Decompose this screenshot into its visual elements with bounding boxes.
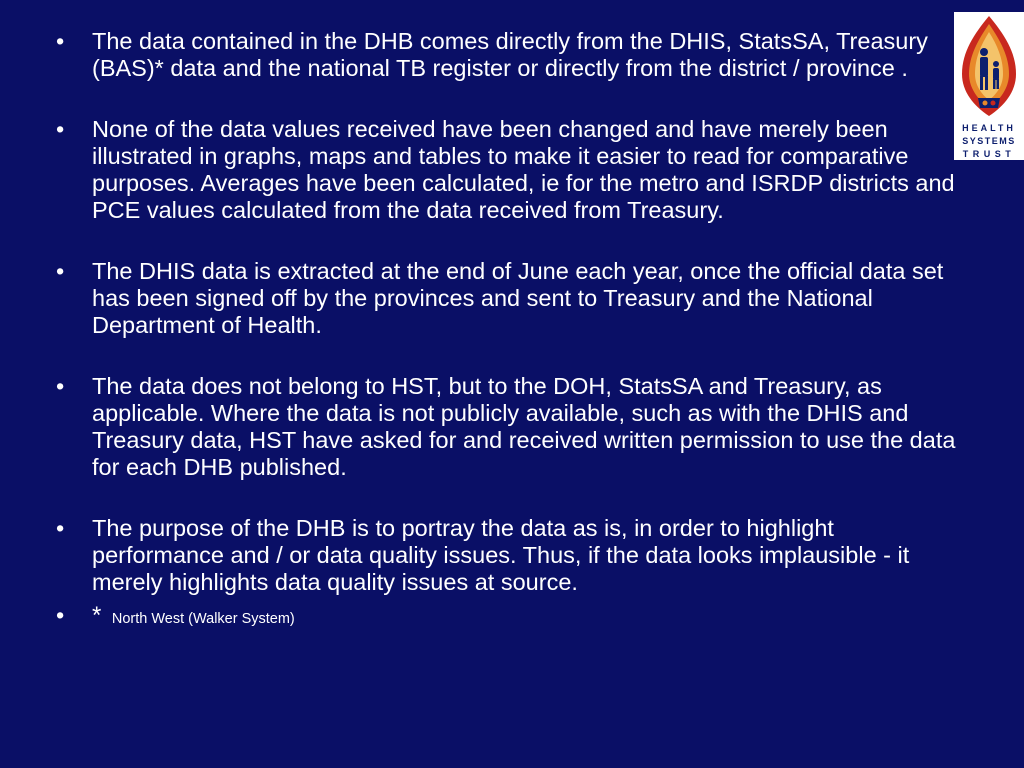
bullet-item [56, 515, 956, 596]
bullet-dot: • [56, 258, 65, 284]
bullet-item [56, 258, 956, 339]
health-systems-trust-logo [954, 12, 1024, 160]
bullet-text: The data does not belong to HST, but to the DOH, StatsSA and Treasury, as applicable. Where the data is not publicly available, such as with the DHIS and Treasury data, HST have asked for and received written permission to use the data for each DHB published. [92, 373, 956, 480]
bullet-text: The data contained in the DHB comes directly from the DHIS, StatsSA, Treasury (BAS)* data and the national TB register or directly from the district / province . [92, 28, 928, 81]
bullet-list [56, 28, 956, 633]
bullet-text: The purpose of the DHB is to portray the data as is, in order to highlight performance and / or data quality issues. Thus, if the data looks implausible - it merely highlights data quality issues at source. [92, 515, 910, 595]
bullet-text: None of the data values received have been changed and have merely been illustrated in graphs, maps and tables to make it easier to read for comparative purposes. Averages have been calculated, ie for the metro and ISRDP districts and PCE values calculated from the data received from Treasury. [92, 116, 955, 223]
bullet-dot: • [56, 515, 65, 541]
logo-text-line1: HEALTH [962, 123, 1016, 133]
bullet-dot: • [56, 116, 65, 142]
footnote-marker: * [92, 602, 102, 629]
bullet-item [56, 28, 956, 82]
bullet-item [56, 116, 956, 224]
bullet-dot: • [56, 28, 65, 54]
logo-text-line2: SYSTEMS [962, 136, 1016, 146]
footnote-item [56, 602, 956, 633]
bullet-item [56, 373, 956, 481]
logo-text-line3: TRUST [962, 149, 1016, 159]
bullet-text: The DHIS data is extracted at the end of June each year, once the official data set has been signed off by the provinces and sent to Treasury and the National Department of Health. [92, 258, 944, 338]
bullet-dot: • [56, 373, 65, 399]
footnote-text: North West (Walker System) [111, 611, 295, 627]
logo-emblem-icon [954, 12, 1024, 120]
bullet-dot: • [56, 602, 65, 628]
